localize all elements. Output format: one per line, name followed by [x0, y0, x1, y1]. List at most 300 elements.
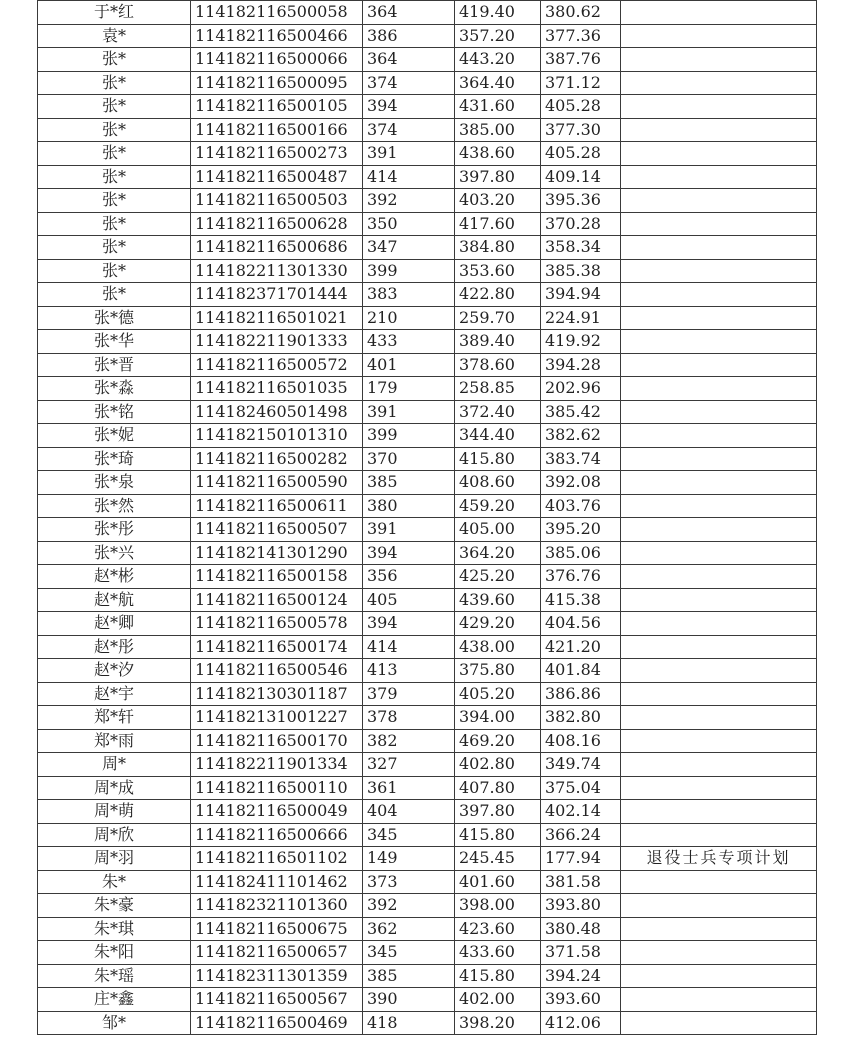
table-row	[38, 682, 817, 706]
table-row	[38, 377, 817, 401]
total-score-cell: 387.76	[541, 48, 621, 72]
total-score-cell: 349.74	[541, 753, 621, 777]
initial-score-cell: 380	[363, 494, 455, 518]
candidate-name-cell: 张*兴	[38, 541, 191, 565]
retest-score-cell: 372.40	[455, 400, 541, 424]
exam-id-cell: 114182116500590	[191, 471, 363, 495]
total-score-cell: 394.94	[541, 283, 621, 307]
exam-id-cell: 114182116500124	[191, 588, 363, 612]
remark-cell	[621, 682, 817, 706]
exam-id-cell: 114182116500466	[191, 24, 363, 48]
initial-score-cell: 327	[363, 753, 455, 777]
total-score-cell: 393.80	[541, 894, 621, 918]
exam-id-cell: 114182116500628	[191, 212, 363, 236]
exam-id-cell: 114182116500095	[191, 71, 363, 95]
candidate-name-cell: 张*晋	[38, 353, 191, 377]
candidate-name-cell: 朱*瑶	[38, 964, 191, 988]
remark-cell	[621, 189, 817, 213]
retest-score-cell: 438.60	[455, 142, 541, 166]
table-row	[38, 541, 817, 565]
table-row	[38, 48, 817, 72]
total-score-cell: 392.08	[541, 471, 621, 495]
initial-score-cell: 374	[363, 118, 455, 142]
total-score-cell: 394.24	[541, 964, 621, 988]
remark-cell	[621, 71, 817, 95]
total-score-cell: 376.76	[541, 565, 621, 589]
candidate-name-cell: 张*	[38, 142, 191, 166]
candidate-name-cell: 庄*鑫	[38, 988, 191, 1012]
retest-score-cell: 402.00	[455, 988, 541, 1012]
table-row	[38, 1011, 817, 1035]
table-row	[38, 964, 817, 988]
total-score-cell: 385.06	[541, 541, 621, 565]
exam-id-cell: 114182116500282	[191, 447, 363, 471]
retest-score-cell: 384.80	[455, 236, 541, 260]
retest-score-cell: 415.80	[455, 447, 541, 471]
total-score-cell: 419.92	[541, 330, 621, 354]
candidate-name-cell: 张*琦	[38, 447, 191, 471]
initial-score-cell: 364	[363, 1, 455, 25]
total-score-cell: 382.62	[541, 424, 621, 448]
retest-score-cell: 408.60	[455, 471, 541, 495]
total-score-cell: 377.36	[541, 24, 621, 48]
candidate-name-cell: 张*彤	[38, 518, 191, 542]
initial-score-cell: 392	[363, 894, 455, 918]
remark-cell	[621, 753, 817, 777]
remark-cell	[621, 306, 817, 330]
remark-cell	[621, 142, 817, 166]
total-score-cell: 421.20	[541, 635, 621, 659]
retest-score-cell: 401.60	[455, 870, 541, 894]
candidate-name-cell: 张*	[38, 259, 191, 283]
retest-score-cell: 425.20	[455, 565, 541, 589]
table-row	[38, 212, 817, 236]
exam-id-cell: 114182211301330	[191, 259, 363, 283]
retest-score-cell: 422.80	[455, 283, 541, 307]
candidate-name-cell: 张*	[38, 48, 191, 72]
candidate-name-cell: 于*红	[38, 1, 191, 25]
total-score-cell: 371.12	[541, 71, 621, 95]
exam-id-cell: 114182116500666	[191, 823, 363, 847]
total-score-cell: 395.20	[541, 518, 621, 542]
retest-score-cell: 438.00	[455, 635, 541, 659]
initial-score-cell: 382	[363, 729, 455, 753]
exam-id-cell: 114182116500675	[191, 917, 363, 941]
table-row	[38, 776, 817, 800]
initial-score-cell: 418	[363, 1011, 455, 1035]
total-score-cell: 405.28	[541, 95, 621, 119]
total-score-cell: 408.16	[541, 729, 621, 753]
retest-score-cell: 394.00	[455, 706, 541, 730]
candidate-name-cell: 朱*阳	[38, 941, 191, 965]
candidate-name-cell: 赵*彬	[38, 565, 191, 589]
remark-cell	[621, 377, 817, 401]
retest-score-cell: 245.45	[455, 847, 541, 871]
retest-score-cell: 398.00	[455, 894, 541, 918]
table-row	[38, 635, 817, 659]
table-row	[38, 753, 817, 777]
exam-id-cell: 114182116500546	[191, 659, 363, 683]
total-score-cell: 202.96	[541, 377, 621, 401]
table-row	[38, 870, 817, 894]
exam-id-cell: 114182116500058	[191, 1, 363, 25]
remark-cell	[621, 565, 817, 589]
candidate-name-cell: 张*	[38, 283, 191, 307]
remark-cell	[621, 729, 817, 753]
remark-cell	[621, 776, 817, 800]
remark-cell	[621, 118, 817, 142]
exam-id-cell: 114182116500174	[191, 635, 363, 659]
table-row	[38, 729, 817, 753]
total-score-cell: 415.38	[541, 588, 621, 612]
remark-cell	[621, 1, 817, 25]
retest-score-cell: 417.60	[455, 212, 541, 236]
candidate-name-cell: 朱*	[38, 870, 191, 894]
total-score-cell: 395.36	[541, 189, 621, 213]
total-score-cell: 402.14	[541, 800, 621, 824]
exam-id-cell: 114182116500158	[191, 565, 363, 589]
remark-cell	[621, 330, 817, 354]
exam-id-cell: 114182116500578	[191, 612, 363, 636]
candidate-name-cell: 周*成	[38, 776, 191, 800]
retest-score-cell: 364.40	[455, 71, 541, 95]
remark-cell	[621, 588, 817, 612]
candidate-name-cell: 张*	[38, 95, 191, 119]
remark-cell	[621, 541, 817, 565]
retest-score-cell: 415.80	[455, 823, 541, 847]
total-score-cell: 383.74	[541, 447, 621, 471]
exam-id-cell: 114182211901334	[191, 753, 363, 777]
initial-score-cell: 394	[363, 541, 455, 565]
initial-score-cell: 149	[363, 847, 455, 871]
candidate-name-cell: 张*	[38, 189, 191, 213]
table-row	[38, 165, 817, 189]
exam-id-cell: 114182411101462	[191, 870, 363, 894]
total-score-cell: 401.84	[541, 659, 621, 683]
total-score-cell: 381.58	[541, 870, 621, 894]
candidate-name-cell: 张*	[38, 212, 191, 236]
retest-score-cell: 402.80	[455, 753, 541, 777]
remark-cell	[621, 659, 817, 683]
retest-score-cell: 364.20	[455, 541, 541, 565]
table-row	[38, 283, 817, 307]
initial-score-cell: 392	[363, 189, 455, 213]
table-row	[38, 847, 817, 871]
remark-cell	[621, 917, 817, 941]
initial-score-cell: 362	[363, 917, 455, 941]
table-row	[38, 941, 817, 965]
remark-cell	[621, 95, 817, 119]
initial-score-cell: 350	[363, 212, 455, 236]
retest-score-cell: 433.60	[455, 941, 541, 965]
candidate-name-cell: 周*	[38, 753, 191, 777]
retest-score-cell: 403.20	[455, 189, 541, 213]
exam-id-cell: 114182116500170	[191, 729, 363, 753]
candidate-name-cell: 赵*卿	[38, 612, 191, 636]
table-row	[38, 659, 817, 683]
candidate-name-cell: 赵*汐	[38, 659, 191, 683]
retest-score-cell: 398.20	[455, 1011, 541, 1035]
total-score-cell: 380.48	[541, 917, 621, 941]
initial-score-cell: 356	[363, 565, 455, 589]
total-score-cell: 412.06	[541, 1011, 621, 1035]
initial-score-cell: 385	[363, 964, 455, 988]
initial-score-cell: 347	[363, 236, 455, 260]
initial-score-cell: 379	[363, 682, 455, 706]
retest-score-cell: 258.85	[455, 377, 541, 401]
retest-score-cell: 407.80	[455, 776, 541, 800]
retest-score-cell: 415.80	[455, 964, 541, 988]
initial-score-cell: 383	[363, 283, 455, 307]
table-row	[38, 189, 817, 213]
initial-score-cell: 405	[363, 588, 455, 612]
candidate-name-cell: 张*德	[38, 306, 191, 330]
retest-score-cell: 405.20	[455, 682, 541, 706]
initial-score-cell: 399	[363, 259, 455, 283]
candidate-name-cell: 周*羽	[38, 847, 191, 871]
total-score-cell: 224.91	[541, 306, 621, 330]
exam-id-cell: 114182116500273	[191, 142, 363, 166]
remark-cell	[621, 612, 817, 636]
exam-id-cell: 114182211901333	[191, 330, 363, 354]
initial-score-cell: 390	[363, 988, 455, 1012]
initial-score-cell: 374	[363, 71, 455, 95]
exam-id-cell: 114182130301187	[191, 682, 363, 706]
retest-score-cell: 423.60	[455, 917, 541, 941]
initial-score-cell: 370	[363, 447, 455, 471]
exam-id-cell: 114182116500686	[191, 236, 363, 260]
retest-score-cell: 344.40	[455, 424, 541, 448]
initial-score-cell: 399	[363, 424, 455, 448]
remark-cell	[621, 1011, 817, 1035]
total-score-cell: 393.60	[541, 988, 621, 1012]
table-row	[38, 400, 817, 424]
exam-id-cell: 114182116500507	[191, 518, 363, 542]
retest-score-cell: 405.00	[455, 518, 541, 542]
initial-score-cell: 404	[363, 800, 455, 824]
retest-score-cell: 389.40	[455, 330, 541, 354]
remark-cell	[621, 424, 817, 448]
initial-score-cell: 414	[363, 165, 455, 189]
total-score-cell: 386.86	[541, 682, 621, 706]
initial-score-cell: 386	[363, 24, 455, 48]
table-row	[38, 1, 817, 25]
initial-score-cell: 378	[363, 706, 455, 730]
remark-cell	[621, 259, 817, 283]
remark-cell	[621, 988, 817, 1012]
remark-cell	[621, 870, 817, 894]
score-table	[37, 0, 817, 1035]
exam-id-cell: 114182141301290	[191, 541, 363, 565]
candidate-name-cell: 朱*豪	[38, 894, 191, 918]
remark-cell	[621, 494, 817, 518]
candidate-name-cell: 赵*航	[38, 588, 191, 612]
retest-score-cell: 429.20	[455, 612, 541, 636]
candidate-name-cell: 张*淼	[38, 377, 191, 401]
exam-id-cell: 114182116500487	[191, 165, 363, 189]
initial-score-cell: 401	[363, 353, 455, 377]
total-score-cell: 366.24	[541, 823, 621, 847]
table-row	[38, 306, 817, 330]
exam-id-cell: 114182116500110	[191, 776, 363, 800]
exam-id-cell: 114182116500572	[191, 353, 363, 377]
remark-cell	[621, 964, 817, 988]
candidate-name-cell: 朱*琪	[38, 917, 191, 941]
table-row	[38, 236, 817, 260]
table-row	[38, 917, 817, 941]
retest-score-cell: 353.60	[455, 259, 541, 283]
initial-score-cell: 394	[363, 95, 455, 119]
initial-score-cell: 391	[363, 518, 455, 542]
initial-score-cell: 373	[363, 870, 455, 894]
remark-cell	[621, 800, 817, 824]
initial-score-cell: 391	[363, 142, 455, 166]
retest-score-cell: 469.20	[455, 729, 541, 753]
total-score-cell: 405.28	[541, 142, 621, 166]
exam-id-cell: 114182116501035	[191, 377, 363, 401]
exam-id-cell: 114182321101360	[191, 894, 363, 918]
retest-score-cell: 375.80	[455, 659, 541, 683]
total-score-cell: 370.28	[541, 212, 621, 236]
table-row	[38, 612, 817, 636]
exam-id-cell: 114182131001227	[191, 706, 363, 730]
candidate-name-cell: 周*萌	[38, 800, 191, 824]
table-row	[38, 565, 817, 589]
table-row	[38, 330, 817, 354]
retest-score-cell: 459.20	[455, 494, 541, 518]
total-score-cell: 382.80	[541, 706, 621, 730]
exam-id-cell: 114182150101310	[191, 424, 363, 448]
exam-id-cell: 114182116500066	[191, 48, 363, 72]
initial-score-cell: 345	[363, 941, 455, 965]
remark-cell	[621, 24, 817, 48]
total-score-cell: 403.76	[541, 494, 621, 518]
table-row	[38, 823, 817, 847]
remark-cell	[621, 236, 817, 260]
remark-cell	[621, 48, 817, 72]
retest-score-cell: 357.20	[455, 24, 541, 48]
remark-cell	[621, 212, 817, 236]
remark-cell	[621, 400, 817, 424]
exam-id-cell: 114182116500049	[191, 800, 363, 824]
exam-id-cell: 114182116500611	[191, 494, 363, 518]
score-table-container	[37, 0, 817, 1035]
remark-cell	[621, 706, 817, 730]
total-score-cell: 358.34	[541, 236, 621, 260]
table-row	[38, 706, 817, 730]
remark-cell	[621, 165, 817, 189]
initial-score-cell: 345	[363, 823, 455, 847]
table-row	[38, 588, 817, 612]
exam-id-cell: 114182116501102	[191, 847, 363, 871]
remark-cell	[621, 471, 817, 495]
candidate-name-cell: 赵*宇	[38, 682, 191, 706]
initial-score-cell: 413	[363, 659, 455, 683]
retest-score-cell: 419.40	[455, 1, 541, 25]
exam-id-cell: 114182116500567	[191, 988, 363, 1012]
table-row	[38, 95, 817, 119]
total-score-cell: 375.04	[541, 776, 621, 800]
total-score-cell: 377.30	[541, 118, 621, 142]
total-score-cell: 409.14	[541, 165, 621, 189]
candidate-name-cell: 张*泉	[38, 471, 191, 495]
retest-score-cell: 385.00	[455, 118, 541, 142]
retest-score-cell: 259.70	[455, 306, 541, 330]
total-score-cell: 385.38	[541, 259, 621, 283]
score-table-body	[38, 1, 817, 1035]
initial-score-cell: 414	[363, 635, 455, 659]
initial-score-cell: 394	[363, 612, 455, 636]
candidate-name-cell: 张*	[38, 165, 191, 189]
initial-score-cell: 391	[363, 400, 455, 424]
table-row	[38, 800, 817, 824]
candidate-name-cell: 郑*雨	[38, 729, 191, 753]
candidate-name-cell: 张*铭	[38, 400, 191, 424]
table-row	[38, 259, 817, 283]
retest-score-cell: 439.60	[455, 588, 541, 612]
remark-cell	[621, 823, 817, 847]
candidate-name-cell: 郑*轩	[38, 706, 191, 730]
initial-score-cell: 179	[363, 377, 455, 401]
retest-score-cell: 378.60	[455, 353, 541, 377]
total-score-cell: 380.62	[541, 1, 621, 25]
candidate-name-cell: 张*妮	[38, 424, 191, 448]
remark-cell	[621, 447, 817, 471]
candidate-name-cell: 袁*	[38, 24, 191, 48]
total-score-cell: 371.58	[541, 941, 621, 965]
retest-score-cell: 431.60	[455, 95, 541, 119]
table-row	[38, 71, 817, 95]
initial-score-cell: 361	[363, 776, 455, 800]
retest-score-cell: 443.20	[455, 48, 541, 72]
remark-cell	[621, 894, 817, 918]
table-row	[38, 471, 817, 495]
exam-id-cell: 114182116500105	[191, 95, 363, 119]
candidate-name-cell: 周*欣	[38, 823, 191, 847]
remark-cell	[621, 283, 817, 307]
table-row	[38, 424, 817, 448]
table-row	[38, 894, 817, 918]
total-score-cell: 404.56	[541, 612, 621, 636]
exam-id-cell: 114182116501021	[191, 306, 363, 330]
table-row	[38, 24, 817, 48]
candidate-name-cell: 张*然	[38, 494, 191, 518]
candidate-name-cell: 赵*彤	[38, 635, 191, 659]
exam-id-cell: 114182460501498	[191, 400, 363, 424]
initial-score-cell: 385	[363, 471, 455, 495]
remark-cell	[621, 941, 817, 965]
table-row	[38, 988, 817, 1012]
total-score-cell: 385.42	[541, 400, 621, 424]
total-score-cell: 394.28	[541, 353, 621, 377]
table-row	[38, 142, 817, 166]
table-row	[38, 118, 817, 142]
table-row	[38, 353, 817, 377]
initial-score-cell: 210	[363, 306, 455, 330]
exam-id-cell: 114182116500166	[191, 118, 363, 142]
remark-cell	[621, 353, 817, 377]
retest-score-cell: 397.80	[455, 800, 541, 824]
table-row	[38, 447, 817, 471]
remark-cell: 退役士兵专项计划	[621, 847, 817, 871]
candidate-name-cell: 张*	[38, 118, 191, 142]
initial-score-cell: 364	[363, 48, 455, 72]
exam-id-cell: 114182116500503	[191, 189, 363, 213]
candidate-name-cell: 张*	[38, 71, 191, 95]
total-score-cell: 177.94	[541, 847, 621, 871]
candidate-name-cell: 张*华	[38, 330, 191, 354]
exam-id-cell: 114182116500469	[191, 1011, 363, 1035]
